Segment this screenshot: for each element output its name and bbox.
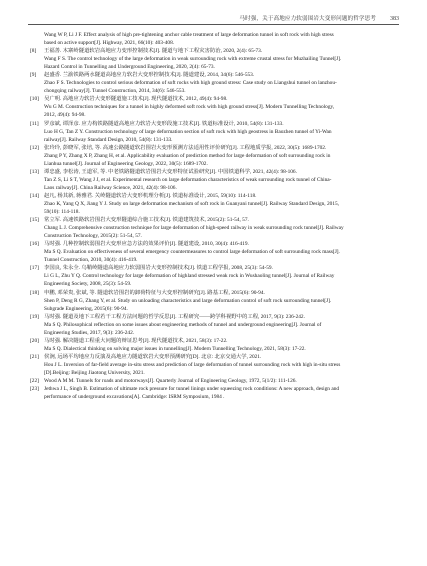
reference-number: [13] xyxy=(30,168,39,175)
reference-entry xyxy=(30,313,399,337)
reference-line: Tan Z S, Li S T, Wang J J, et al. Experimental research on large deformation characteristics of weak surrounding rock tunnel of China- xyxy=(44,176,332,183)
reference-line: Chang L J. Comprehensive construction technique for large deformation of high-speed railway in weak surrounding rock tunnel[J]. Railway xyxy=(44,225,344,232)
reference-line: 侯涧, 远场平均地应力反演及高地应力隧道软岩大变形预测研究[D]. 北京: 北京交通大学, 2021. xyxy=(44,353,262,360)
reference-text xyxy=(44,216,399,240)
reference-line: based on active support[J]. Highway, 2021, 66(10): 403-408. xyxy=(44,40,175,47)
reference-number xyxy=(30,31,44,47)
reference-line: Ma S Q. Dialectical thinking on solving major issues in tunnelling[J]. Modern Tunnelling Technology, 2021, 58(3): 17-22. xyxy=(44,345,306,352)
reference-text xyxy=(44,240,399,264)
reference-line: 李国良, 朱永全. 乌鞘岭隧道高地应力软弱围岩大变形控制技术[J]. 铁道工程学报, 2008, 25(3): 54-59. xyxy=(44,265,273,272)
reference-entry xyxy=(30,337,399,353)
reference-line: [D].Beijing: Beijing Jiaotong University, 2021. xyxy=(44,369,145,376)
reference-text xyxy=(44,192,399,216)
reference-entry xyxy=(30,192,399,216)
reference-number: [20] xyxy=(30,337,39,344)
page-number: 383 xyxy=(390,16,399,22)
reference-entry xyxy=(30,240,399,264)
reference-line: 马时强. 隧道及地下工程若干工程方法问题的哲学反思[J]. 工程研究——跨学科视野中的工程, 2017, 9(3): 236-242. xyxy=(44,313,305,320)
reference-text xyxy=(44,31,399,47)
reference-number: [14] xyxy=(30,192,39,199)
reference-number: [12] xyxy=(30,144,39,151)
reference-number: [9] xyxy=(30,72,37,79)
reference-line: Hazard Control in Tunnelling and Underground Engineering, 2020, 2(4): 65-73. xyxy=(44,64,215,71)
reference-line: Wang W P, Li J F. Effect analysis of high pre-tightening anchor cable treatment of large deformation tunnel in soft rock with high stress xyxy=(44,32,334,38)
reference-text xyxy=(44,71,399,95)
reference-line: chongqing railway[J]. Tunnel Construction, 2014, 34(6): 546-553. xyxy=(44,88,186,95)
reference-text xyxy=(44,377,399,385)
reference-line: Tunnel Construction, 2010, 30(4): 416-419. xyxy=(44,257,138,264)
reference-list xyxy=(30,31,399,401)
reference-line: 59(10): 114-118. xyxy=(44,209,80,216)
reference-line: Subgrade Engineering, 2015(6): 90-94. xyxy=(44,305,128,312)
reference-line: Shen P, Deng R G, Zhang Y, et al. Study on unloading characteristics and large deformation control of soft rock surrounding tunnel[J]. xyxy=(44,297,332,304)
reference-line: Luo H G, Tan Z Y. Construction technology of large deformation section of soft rock with high geostress in Baozhen tunnel of Yi-Wan xyxy=(44,128,332,135)
reference-line: 谭忠盛, 李松涛, 王道军, 等. 中老铁路隧道软岩围岩大变形特征试验研究[J]. 中国铁道科学, 2021, 42(4): 98-106. xyxy=(44,168,297,175)
reference-line: 赵盛香. 兰渝铁路两水隧道高地应力软岩大变形控制技术[J]. 隧道建设, 2014, 34(6): 546-553. xyxy=(44,72,255,79)
reference-text xyxy=(44,264,399,288)
running-header xyxy=(28,14,399,22)
reference-number: [19] xyxy=(30,313,39,320)
reference-line: 常立军. 高速铁路软岩围岩大变形隧道综合施工技术[J]. 铁道建筑技术, 2015(2): 51-54, 57. xyxy=(44,217,249,224)
reference-line: 罗彦斌, 谭泽彦. 应力构铁路隧道高地应力软岩大变形段施工技术[J]. 铁道标准设计, 2010, 54(8): 131-133. xyxy=(44,120,284,127)
reference-line: Ma S Q. Evaluation on effectiveness of several emergency countermeasures to control large deformation of soft surrounding rock mass[J]. xyxy=(44,249,340,256)
reference-number: [11] xyxy=(30,120,39,127)
reference-line: Hou J L. Inversion of far-field average in-situ stress and prediction of large deformation of tunnel surrounding rock with high in-situ stress xyxy=(44,361,341,368)
reference-line: Laos railway[J]. China Railway Science, 2021, 42(4): 98-106. xyxy=(44,184,177,191)
reference-number: [23] xyxy=(30,386,39,393)
reference-entry xyxy=(30,144,399,168)
reference-line: Lianhua tunnel[J]. Journal of Engineering Geology, 2022, 30(5): 1689-1702. xyxy=(44,160,208,167)
reference-line: Jethwa J L, Singh B. Estimation of ultimate rock pressure for tunnel linings under squeezing rock conditions: A new approach, design and xyxy=(44,386,340,393)
reference-line: Ma S Q. Philosophical reflection on some issues about engineering methods of tunnel and underground engineering[J]. Journal of xyxy=(44,321,322,328)
reference-line: Engineering Society, 2008, 25(3): 54-59. xyxy=(44,281,132,288)
reference-text xyxy=(44,144,399,168)
reference-number: [18] xyxy=(30,289,39,296)
reference-line: 马时强. 几种控制软弱围岩大变形应急方法的效果评价[J]. 隧道建设, 2010, 30(4): 416-419. xyxy=(44,241,249,248)
reference-entry xyxy=(30,289,399,313)
reference-text xyxy=(44,313,399,337)
reference-text xyxy=(44,337,399,353)
reference-line: 王福善. 木寨岭隧道软岩高地应力变形控制技术[J]. 隧道与地下工程灾害防治, 2020, 2(4): 65-73. xyxy=(44,48,263,55)
reference-line: 马时强. 解决隧道工程重大问题的辩证思考[J]. 现代隧道技术, 2021, 58(3): 17-22. xyxy=(44,337,228,344)
reference-number: [10] xyxy=(30,96,39,103)
reference-text xyxy=(44,289,399,313)
reference-number: [15] xyxy=(30,217,39,224)
reference-text xyxy=(44,120,399,144)
reference-entry xyxy=(30,377,399,385)
reference-line: 申鹏, 邓荣贵, 张斌, 等. 隧道软岩围岩的卸荷特征与大变形控制研究[J]. 路基工程, 2015(6): 90-94. xyxy=(44,289,265,296)
reference-line: 2012, 49(4): 94-98. xyxy=(44,112,86,119)
reference-number: [21] xyxy=(30,353,39,360)
reference-line: 吴广明. 高地应力软岩大变形隧道施工技术[J]. 现代隧道技术, 2012, 49(4): 94-98. xyxy=(44,96,228,103)
reference-entry xyxy=(30,71,399,95)
reference-line: Zhao K, Yang Q X, Jiang Y J. Study on large deformation mechanism of soft rock in Guanyani tunnel[J]. Railway Standard Design, 2015, xyxy=(44,200,339,207)
reference-line: railway[J]. Railway Standard Design, 2010, 54(8): 131-133. xyxy=(44,136,173,143)
reference-entry xyxy=(30,47,399,71)
reference-text xyxy=(44,95,399,119)
running-title: 马时强，关于高地应力软弱围岩大变形问题的哲学思考 xyxy=(239,16,376,22)
reference-line: Wood A M M. Tunnels for roads and motorways[J]. Quarterly Journal of Engineering Geology, 1972, 5(1/2): 111-126. xyxy=(44,378,297,385)
reference-line: Construction Technology, 2015(2): 51-54, 57. xyxy=(44,233,142,240)
reference-line: 张玲玲, 彭晓军, 张培, 等. 高速公路隧道软岩围岩大变形预测方法适用性评价研究[J]. 工程地质学报, 2022, 30(5): 1689-1702. xyxy=(44,144,327,151)
reference-entry xyxy=(30,95,399,119)
reference-line: Li G L, Zhu Y Q. Control technology for large deformation of highland stressed weak rock in Wushaoling tunnel[J]. Journal of Railway xyxy=(44,273,335,280)
header-rule xyxy=(28,24,399,25)
reference-entry xyxy=(30,216,399,240)
reference-line: Zhao F S. Technologies to control serious deformation of soft rocks with high ground stress: Case study on Liangshui tunnel on lanzhou- xyxy=(44,80,337,87)
reference-line: performance of underground excavations[A]. Cambridge: ISRM Symposium, 1984 . xyxy=(44,394,225,401)
reference-number: [16] xyxy=(30,241,39,248)
reference-text xyxy=(44,168,399,192)
reference-line: Wang F S. The control technology of the large deformation in weak surrounding rock with extreme crustal stress for Muzhailing Tunnel[J]. xyxy=(44,56,342,63)
reference-entry xyxy=(30,385,399,401)
reference-number: [22] xyxy=(30,378,39,385)
reference-entry xyxy=(30,353,399,377)
reference-entry xyxy=(30,264,399,288)
reference-line: Zhang P Y, Zhang X P, Zhang H, et al. Applicability evaluation of prediction method for large deformation of soft surrounding rock in xyxy=(44,152,331,159)
reference-text xyxy=(44,47,399,71)
reference-entry xyxy=(30,120,399,144)
reference-entry xyxy=(30,31,399,47)
reference-line: 赵凡, 杨其新, 蒋雅君. 关岭隧道软岩大变形机理分析[J]. 铁道标准设计, 2015, 59(10): 114-118. xyxy=(44,192,257,199)
reference-number: [17] xyxy=(30,265,39,272)
reference-entry xyxy=(30,168,399,192)
reference-line: Wu G M. Construction techniques for a tunnel in highly deformed soft rock with high ground stress[J]. Modern Tunnelling Technology, xyxy=(44,104,335,111)
reference-text xyxy=(44,353,399,377)
reference-text xyxy=(44,385,399,401)
reference-line: Engineering Studies, 2017, 9(3): 236-242. xyxy=(44,329,135,336)
reference-number: [8] xyxy=(30,48,37,55)
